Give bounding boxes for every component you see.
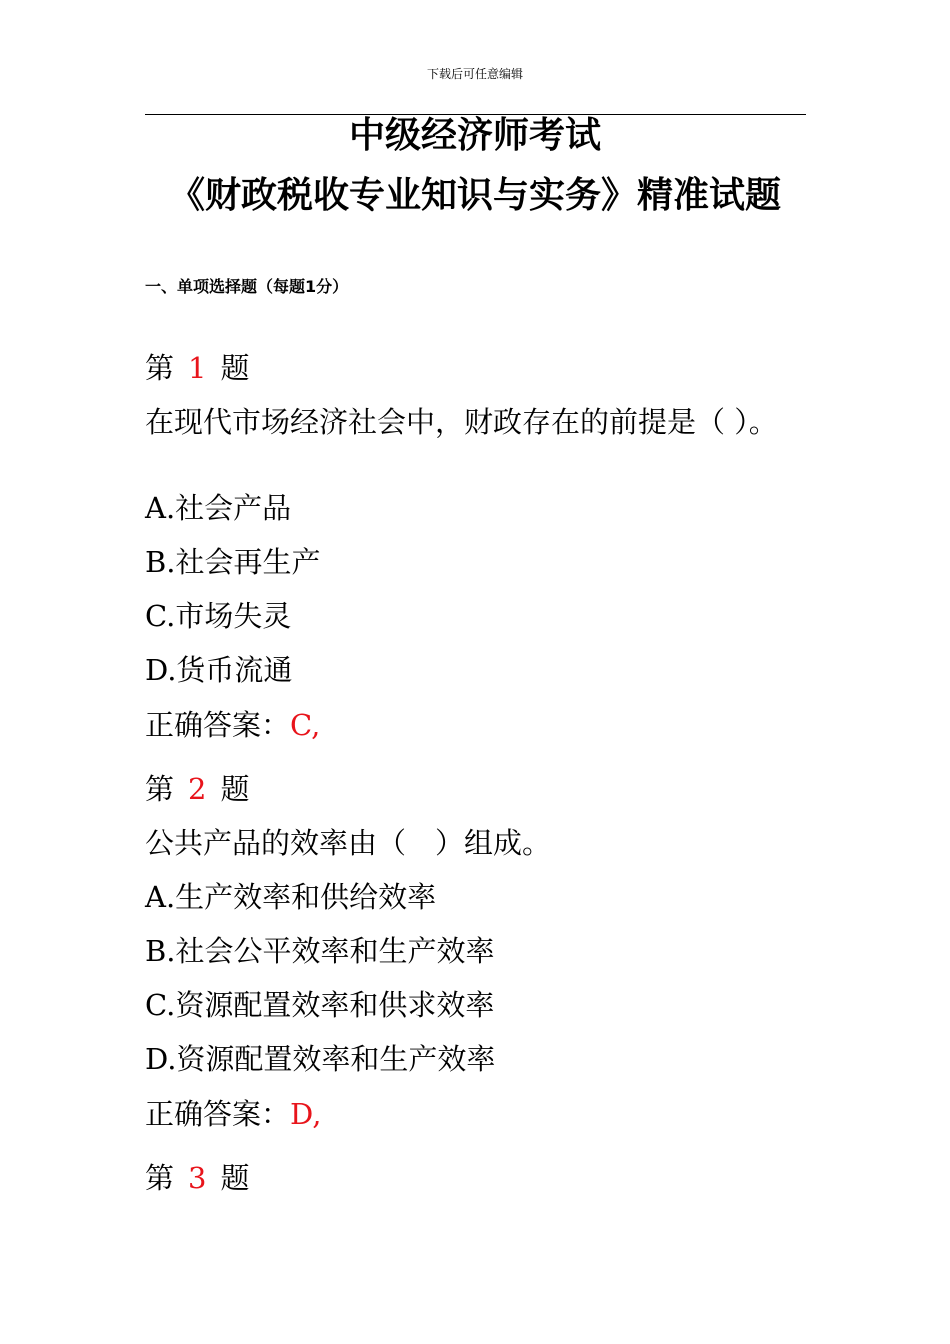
question-heading (145, 1160, 805, 1196)
answer-label: 正确答案： (145, 1097, 291, 1131)
document-title-line-1: 中级经济师考试 (348, 115, 601, 156)
question-number: 3 (188, 1161, 207, 1195)
section-heading: 一、单项选择题（每题1分） (145, 277, 349, 296)
question-prefix: 第 (145, 1161, 175, 1195)
option-d: D.资源配置效率和生产效率 (145, 1042, 496, 1076)
answer-value: D, (290, 1097, 322, 1131)
option-b: B.社会再生产 (145, 545, 321, 579)
question-suffix: 题 (220, 351, 250, 385)
header-note: 下载后可任意编辑 (426, 67, 523, 81)
question-heading (145, 771, 805, 807)
answer-value: C, (290, 708, 321, 742)
question-prefix: 第 (145, 772, 175, 806)
option-c: C.资源配置效率和供求效率 (145, 988, 495, 1022)
answer-line (145, 707, 805, 743)
question-prefix: 第 (145, 351, 175, 385)
question-suffix: 题 (220, 1161, 250, 1195)
question-number: 1 (188, 351, 207, 385)
option-d: D.货币流通 (145, 653, 293, 687)
option-a: A.生产效率和供给效率 (145, 880, 437, 914)
question-number: 2 (188, 772, 207, 806)
option-c: C.市场失灵 (145, 599, 292, 633)
answer-label: 正确答案： (145, 708, 291, 742)
question-suffix: 题 (220, 772, 250, 806)
document-title-line-2: 《财政税收专业知识与实务》精准试题 (168, 175, 781, 216)
question-text: 公共产品的效率由（ ）组成。 (145, 826, 552, 860)
question-heading (145, 350, 805, 386)
option-a: A.社会产品 (145, 491, 292, 525)
answer-line (145, 1096, 805, 1132)
option-b: B.社会公平效率和生产效率 (145, 934, 495, 968)
question-text: 在现代市场经济社会中，财政存在的前提是（ ）。 (145, 405, 778, 439)
